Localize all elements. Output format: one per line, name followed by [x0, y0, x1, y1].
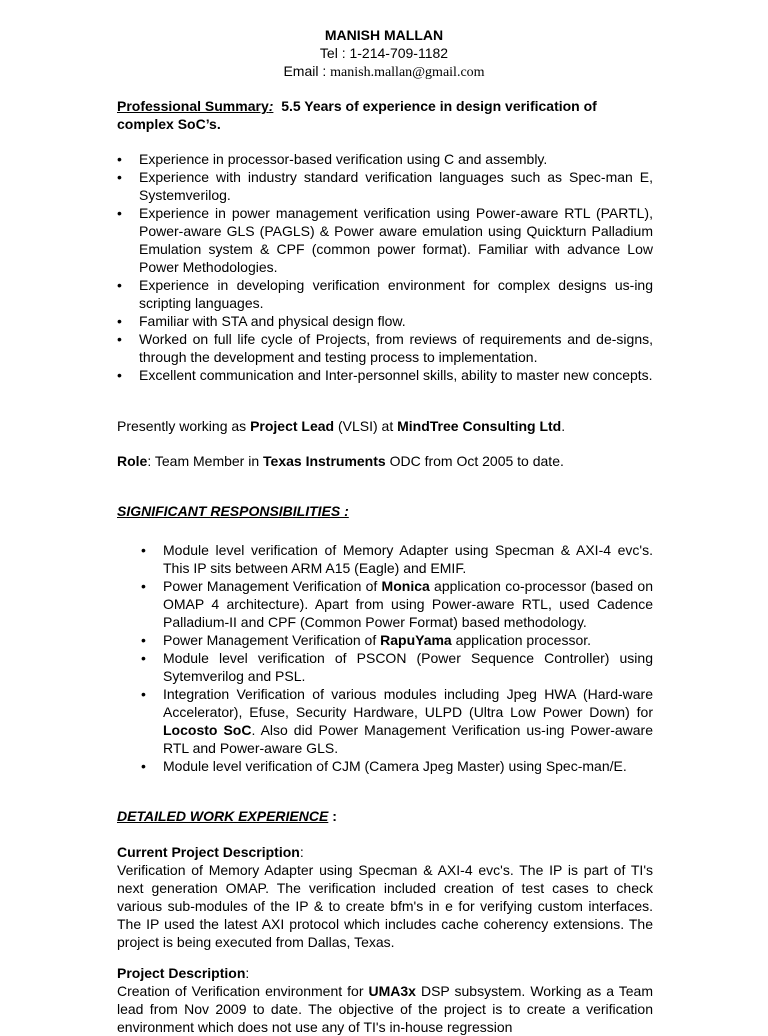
detailed-colon: :	[328, 808, 337, 824]
project-colon: :	[245, 965, 250, 981]
list-item: • Experience in developing verification environment for complex designs us-ing scripting languages.	[139, 276, 653, 312]
summary-list	[139, 150, 653, 384]
list-item: • Experience with industry standard verification languages such as Spec-man E, Systemverilog.	[139, 168, 653, 204]
project-text	[117, 982, 653, 1036]
item-text: Power Management Verification of	[163, 578, 382, 594]
present-position	[117, 417, 653, 435]
list-item: • Worked on full life cycle of Projects, from reviews of requirements and de-signs, through the development and testing process to implementation.	[139, 330, 653, 366]
current-project-colon: :	[299, 844, 304, 860]
item-text: application processor.	[451, 632, 592, 648]
project-prefix: Creation of Verification environment for	[117, 983, 369, 999]
role-suffix: ODC from Oct 2005 to date.	[385, 453, 564, 469]
item-text: application co-processor (based on OMAP 4 architecture). Apart from using Power-aware RTL, used Cadence Palladium-II and CPF (Common Power Format) based methodology.	[163, 578, 653, 630]
current-project-text: Verification of Memory Adapter using Specman & AXI-4 evc's. The IP is part of TI's next generation OMAP. The verification included creation of test cases to check various sub-modules of the IP & to create bfm's in e for verifying custom interfaces. The IP used the latest AXI protocol which includes cache coherency extensions. The project is being executed from Dallas, Texas.	[117, 862, 653, 950]
item-bold: Locosto SoC	[163, 722, 252, 738]
email-label: Email :	[283, 63, 331, 79]
list-item: • Module level verification of PSCON (Power Sequence Controller) using Sytemverilog and PSL.	[163, 649, 653, 685]
role-label: Role	[117, 453, 148, 469]
item-text: Integration Verification of various modules including Jpeg HWA (Hard-ware Accelerator), Efuse, Security Hardware, ULPD (Ultra Low Power Down) for	[163, 686, 653, 720]
project-name: UMA3x	[368, 983, 416, 999]
summary-heading-colon: :	[268, 98, 274, 114]
list-item: • Excellent communication and Inter-personnel skills, ability to master new concepts.	[139, 366, 653, 384]
detailed-heading: DETAILED WORK EXPERIENCE	[117, 808, 329, 824]
list-item	[163, 685, 653, 757]
item-bold: Monica	[381, 578, 430, 594]
role-prefix: : Team Member in	[147, 453, 264, 469]
email-line	[0, 63, 768, 81]
list-item: • Module level verification of CJM (Camera Jpeg Master) using Spec-man/E.	[163, 757, 653, 775]
email-address[interactable]: manish.mallan@gmail.com	[330, 65, 485, 80]
list-item	[163, 631, 653, 649]
project-heading-line	[117, 964, 653, 982]
item-text: . Also did Power Management Verification us-ing Power-aware RTL and Power-aware GLS.	[163, 722, 653, 756]
professional-summary	[117, 97, 653, 133]
detailed-heading-line	[117, 807, 653, 825]
present-prefix: Presently working as	[117, 418, 251, 434]
list-item	[163, 577, 653, 631]
list-item: • Familiar with STA and physical design flow.	[139, 312, 653, 330]
responsibilities-heading: SIGNIFICANT RESPONSIBILITIES :	[117, 503, 349, 519]
list-item: • Module level verification of Memory Adapter using Specman & AXI-4 evc's. This IP sits between ARM A15 (Eagle) and EMIF.	[163, 541, 653, 577]
present-suffix: .	[561, 418, 566, 434]
telephone: Tel : 1-214-709-1182	[319, 45, 449, 61]
present-role: Project Lead	[250, 418, 335, 434]
present-mid: (VLSI) at	[334, 418, 398, 434]
present-company: MindTree Consulting Ltd	[397, 418, 562, 434]
summary-text: 5.5 Years of experience in design verification of complex SoC’s.	[117, 98, 597, 132]
project-body: DSP subsystem. Working as a Team lead from Nov 2009 to date. The objective of the project is to create a verification environment which does not use any of TI's in-house regression	[117, 983, 653, 1035]
candidate-name: MANISH MALLAN	[324, 27, 444, 43]
list-item: • Experience in processor-based verification using C and assembly.	[139, 150, 653, 168]
current-project-heading: Current Project Description	[117, 844, 300, 860]
project-heading: Project Description	[117, 965, 246, 981]
responsibilities-list	[163, 541, 653, 775]
item-bold: RapuYama	[380, 632, 452, 648]
current-project-heading-line	[117, 843, 653, 861]
role-line	[117, 452, 653, 470]
list-item: • Experience in power management verification using Power-aware RTL (PARTL), Power-aware GLS (PAGLS) & Power aware emulation using Quickturn Palladium Emulation system & CPF (common power format). Familiar with advance Low Power Methodologies.	[139, 204, 653, 276]
item-text: Power Management Verification of	[163, 632, 381, 648]
role-client: Texas Instruments	[263, 453, 386, 469]
summary-heading: Professional Summary	[117, 98, 269, 114]
